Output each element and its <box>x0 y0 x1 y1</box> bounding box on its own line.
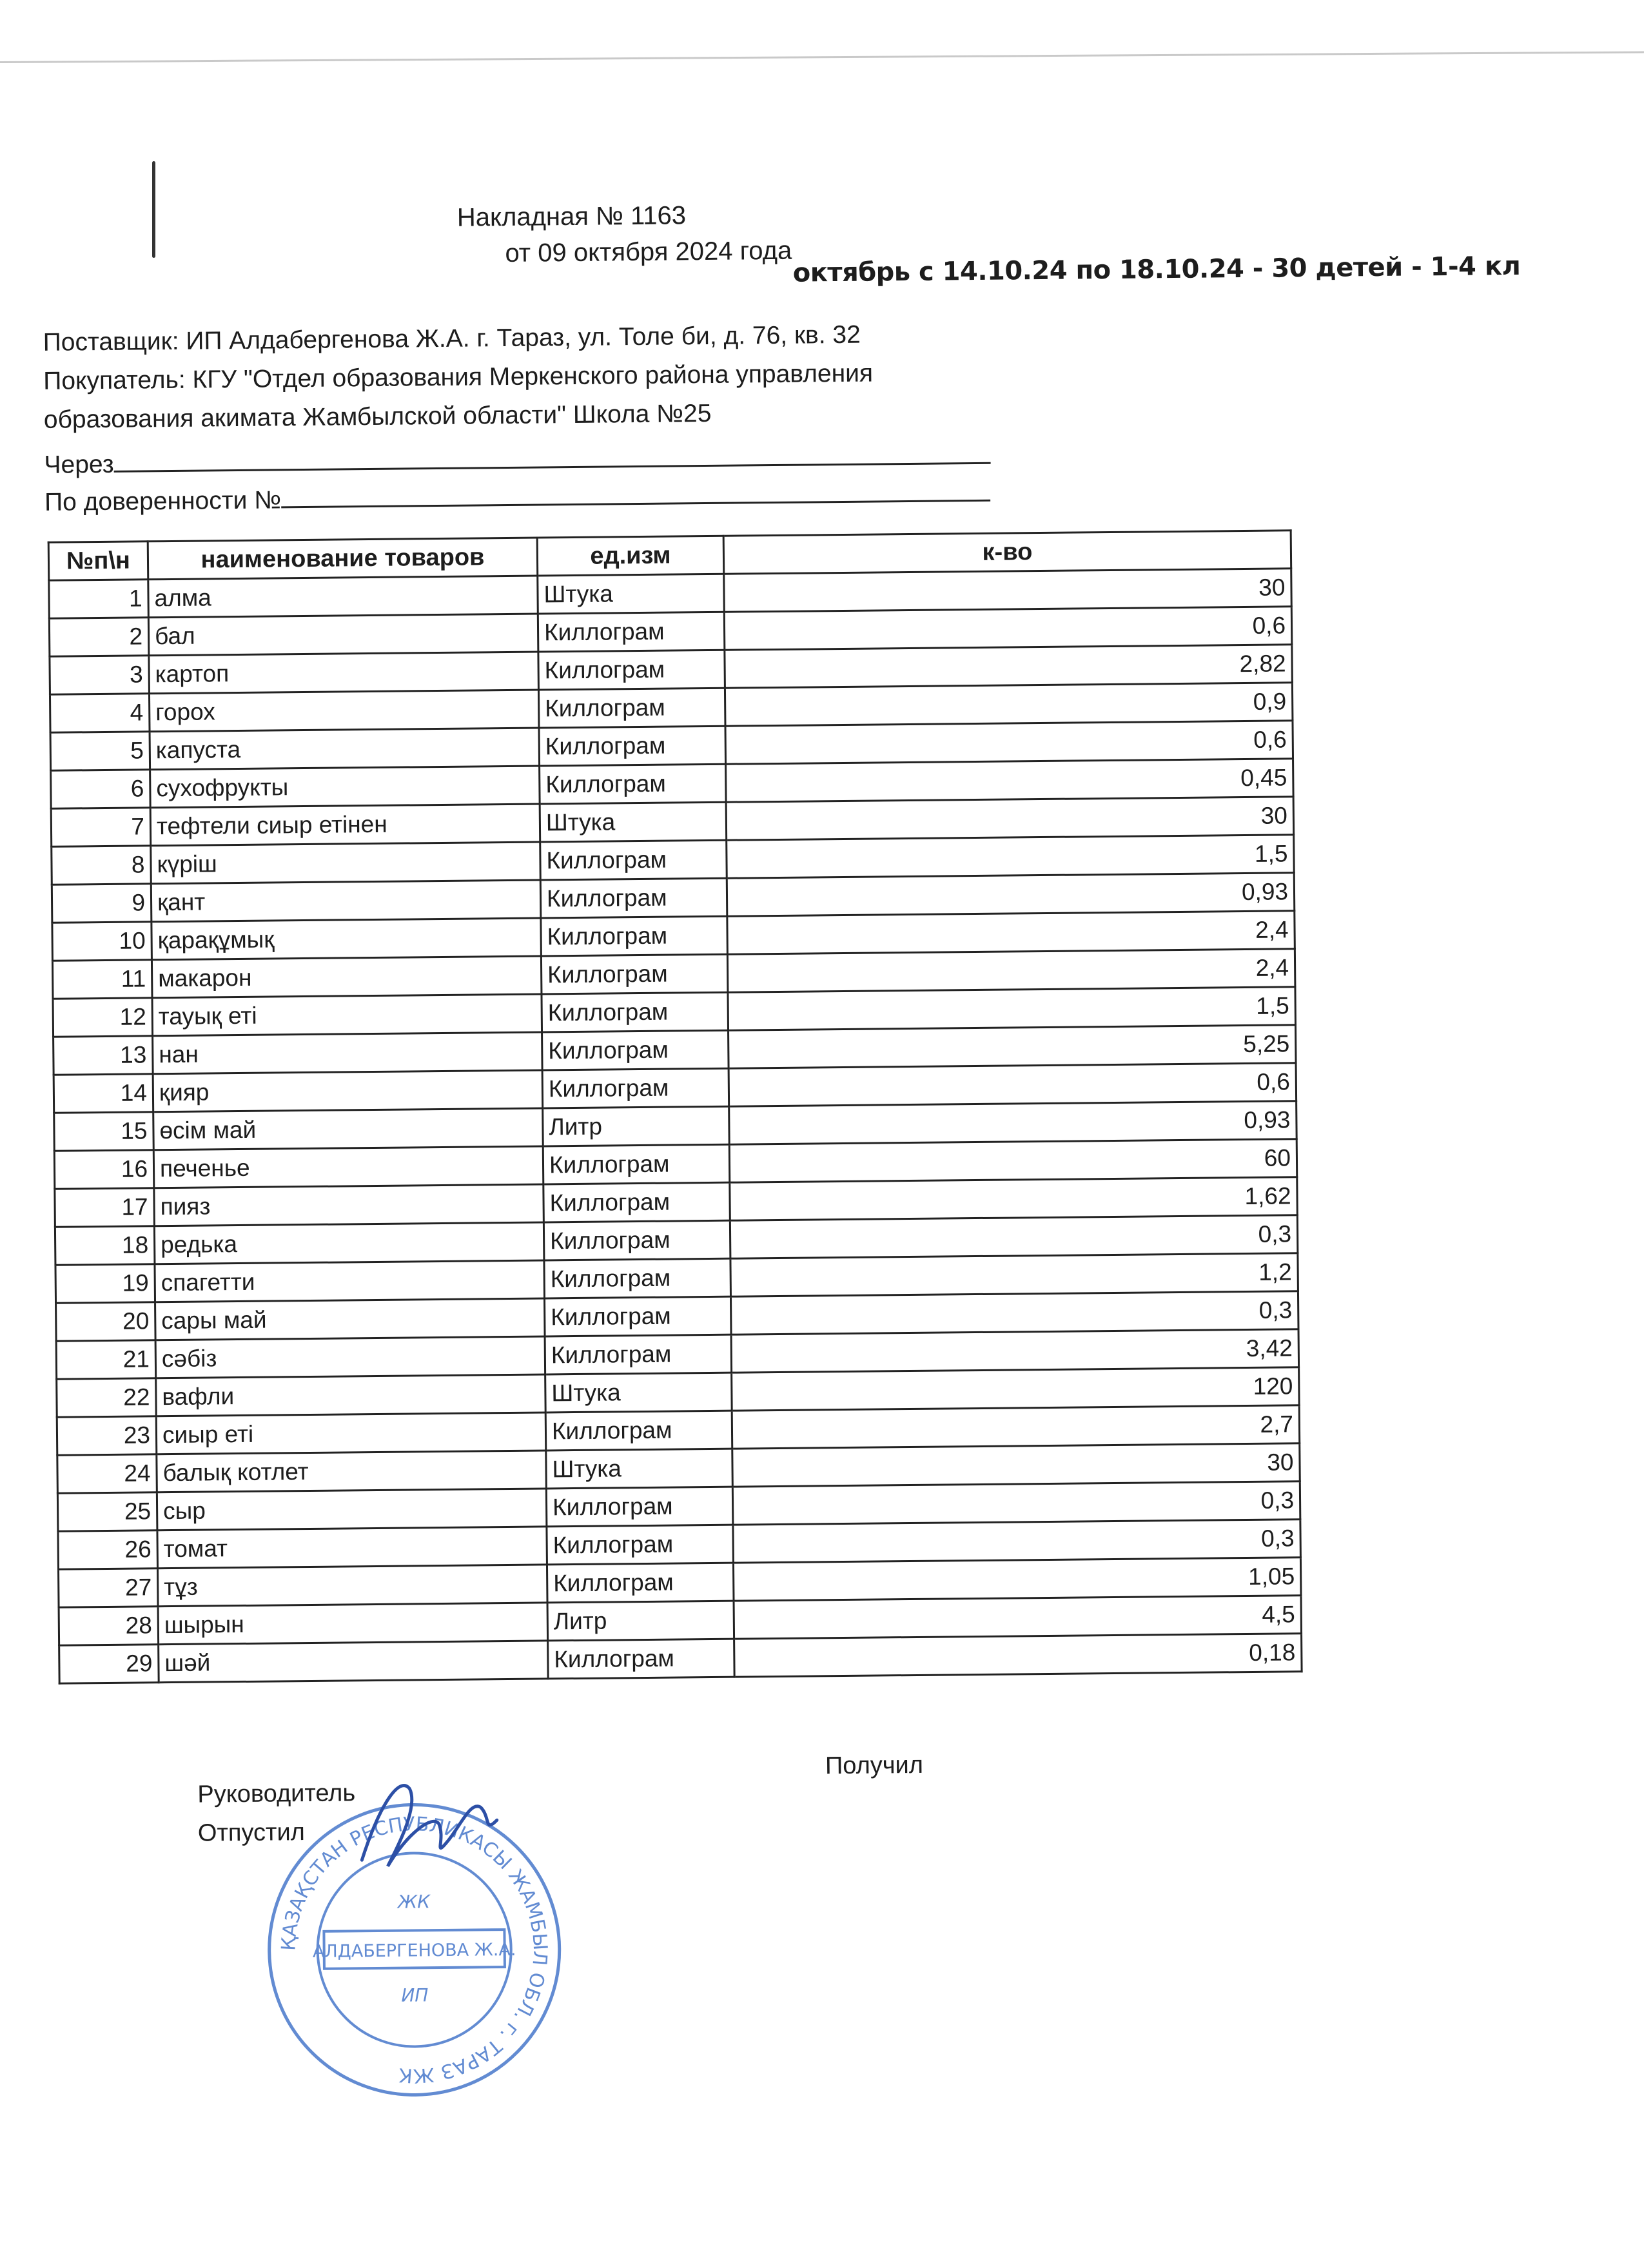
row-unit: Киллограм <box>541 954 728 994</box>
row-quantity: 30 <box>726 797 1294 840</box>
row-unit: Киллограм <box>542 1030 729 1070</box>
row-number: 17 <box>55 1188 155 1227</box>
row-item-name: қияр <box>153 1070 543 1112</box>
buyer-line-2: образования акимата Жамбылской области" Школа №25 <box>43 399 712 434</box>
row-unit: Киллограм <box>540 764 727 804</box>
row-item-name: печенье <box>153 1146 543 1188</box>
row-quantity: 3,42 <box>731 1329 1299 1373</box>
row-item-name: сәбіз <box>155 1336 545 1378</box>
row-number: 12 <box>53 998 153 1037</box>
invoice-date: от 09 октября 2024 года <box>505 236 792 268</box>
row-item-name: тауық еті <box>152 994 542 1036</box>
row-unit: Киллограм <box>545 1411 732 1451</box>
row-item-name: сиыр еті <box>156 1413 546 1454</box>
row-quantity: 0,6 <box>725 721 1293 764</box>
row-number: 8 <box>52 846 152 885</box>
row-item-name: макарон <box>152 956 542 998</box>
header-unit: ед.изм <box>537 536 724 576</box>
row-item-name: қарақұмық <box>152 918 542 960</box>
row-item-name: сары май <box>155 1298 545 1340</box>
row-number: 24 <box>57 1454 157 1493</box>
manager-label: Руководитель <box>197 1779 356 1808</box>
buyer-line-1: Покупатель: КГУ "Отдел образования Меркенского района управления <box>43 359 874 395</box>
stamp-bottom-text: ИП <box>401 1984 429 2006</box>
row-quantity: 0,3 <box>730 1215 1298 1258</box>
invoice-period: октябрь с 14.10.24 по 18.10.24 - 30 детей - 1-4 кл <box>792 251 1521 288</box>
row-quantity: 1,2 <box>730 1253 1298 1296</box>
row-item-name: томат <box>157 1527 547 1569</box>
items-table <box>48 529 1303 1684</box>
row-quantity: 0,93 <box>727 873 1295 916</box>
row-unit: Киллограм <box>538 612 725 652</box>
row-number: 9 <box>52 884 152 923</box>
row-number: 13 <box>54 1036 153 1075</box>
row-unit: Киллограм <box>542 1068 729 1108</box>
row-unit: Киллограм <box>547 1525 734 1565</box>
row-quantity: 4,5 <box>734 1596 1302 1639</box>
row-unit: Штука <box>545 1373 732 1413</box>
row-unit: Киллограм <box>542 992 729 1032</box>
row-item-name: өсім май <box>153 1108 543 1150</box>
received-label: Получил <box>825 1751 924 1780</box>
row-number: 14 <box>54 1074 153 1113</box>
row-unit: Киллограм <box>545 1334 732 1374</box>
row-quantity: 30 <box>732 1443 1300 1487</box>
row-quantity: 0,9 <box>725 683 1293 726</box>
row-quantity: 1,62 <box>730 1177 1298 1220</box>
row-unit: Киллограм <box>543 1182 730 1222</box>
row-number: 29 <box>59 1645 159 1683</box>
row-unit: Киллограм <box>547 1563 734 1603</box>
row-unit: Литр <box>543 1106 730 1146</box>
via-underline <box>113 443 990 473</box>
row-item-name: нан <box>153 1032 543 1074</box>
row-number: 11 <box>52 960 152 999</box>
row-unit: Киллограм <box>548 1639 735 1679</box>
row-unit: Штука <box>546 1449 733 1489</box>
row-unit: Киллограм <box>538 688 725 728</box>
row-number: 26 <box>58 1530 158 1569</box>
row-number: 7 <box>51 808 151 846</box>
row-quantity: 0,93 <box>729 1101 1297 1144</box>
row-item-name: горох <box>149 690 539 732</box>
row-number: 3 <box>50 656 150 694</box>
header-qty: к-во <box>723 531 1291 574</box>
row-number: 16 <box>54 1150 154 1189</box>
proxy-label: По доверенности № <box>44 486 282 516</box>
row-item-name: тұз <box>157 1565 547 1607</box>
row-item-name: тефтели сиыр етінен <box>150 804 540 846</box>
row-quantity: 0,3 <box>730 1291 1298 1334</box>
row-quantity: 2,82 <box>725 645 1293 688</box>
row-item-name: редька <box>154 1222 544 1264</box>
row-item-name: күріш <box>151 842 541 884</box>
row-item-name: спагетти <box>155 1260 545 1302</box>
row-number: 1 <box>49 580 149 618</box>
row-quantity: 1,5 <box>727 835 1295 878</box>
row-number: 15 <box>54 1112 154 1151</box>
row-unit: Киллограм <box>545 1296 732 1336</box>
row-item-name: шырын <box>158 1603 548 1645</box>
row-item-name: вафли <box>156 1374 546 1416</box>
row-unit: Штука <box>538 574 725 614</box>
row-number: 19 <box>55 1264 155 1303</box>
via-field <box>44 442 990 480</box>
row-item-name: шәй <box>159 1641 549 1683</box>
row-number: 6 <box>51 770 151 808</box>
row-quantity: 0,3 <box>732 1481 1300 1525</box>
row-quantity: 0,6 <box>724 607 1292 650</box>
row-unit: Киллограм <box>546 1487 733 1527</box>
row-unit: Киллограм <box>540 878 727 918</box>
row-item-name: пияз <box>154 1184 544 1226</box>
row-number: 2 <box>49 618 149 656</box>
proxy-field <box>44 480 990 517</box>
row-unit: Киллограм <box>541 916 728 956</box>
proxy-underline <box>281 480 990 509</box>
row-number: 25 <box>57 1492 157 1531</box>
signature <box>342 1762 511 1892</box>
row-number: 5 <box>50 732 150 770</box>
row-unit: Киллограм <box>538 650 725 690</box>
row-number: 27 <box>59 1569 159 1607</box>
row-unit: Штука <box>540 802 727 842</box>
row-number: 23 <box>57 1416 157 1455</box>
row-unit: Киллограм <box>539 726 726 766</box>
row-quantity: 2,4 <box>727 911 1295 954</box>
row-quantity: 0,3 <box>733 1520 1301 1563</box>
row-number: 22 <box>57 1378 157 1417</box>
row-quantity: 2,4 <box>727 949 1295 992</box>
row-unit: Литр <box>547 1601 734 1641</box>
row-item-name: бал <box>148 614 538 656</box>
row-item-name: картоп <box>149 652 539 694</box>
row-quantity: 120 <box>732 1367 1300 1411</box>
row-number: 28 <box>59 1607 159 1645</box>
via-label: Через <box>44 450 114 479</box>
row-item-name: алма <box>148 576 538 618</box>
row-item-name: сыр <box>157 1489 547 1530</box>
row-unit: Киллограм <box>543 1144 730 1184</box>
row-quantity: 60 <box>729 1139 1297 1182</box>
row-quantity: 30 <box>724 569 1292 612</box>
released-label: Отпустил <box>197 1819 306 1847</box>
header-name: наименование товаров <box>148 538 538 580</box>
row-quantity: 1,5 <box>728 987 1296 1030</box>
stamp-top-text: ЖК <box>397 1891 431 1913</box>
row-number: 10 <box>52 922 152 961</box>
row-number: 18 <box>55 1226 155 1265</box>
invoice-title: Накладная № 1163 <box>456 201 687 232</box>
header-no: №п\н <box>48 542 148 580</box>
row-unit: Киллограм <box>543 1220 730 1260</box>
row-item-name: капуста <box>150 728 540 770</box>
row-item-name: қант <box>151 880 541 922</box>
row-item-name: сухофрукты <box>150 766 540 808</box>
row-quantity: 0,6 <box>729 1063 1297 1106</box>
row-unit: Киллограм <box>540 840 727 880</box>
row-quantity: 0,18 <box>734 1634 1302 1677</box>
row-quantity: 5,25 <box>729 1025 1297 1068</box>
table-body <box>49 569 1302 1683</box>
row-unit: Киллограм <box>544 1258 731 1298</box>
row-item-name: балық котлет <box>157 1451 547 1492</box>
row-quantity: 0,45 <box>726 759 1294 802</box>
stamp-name-text: АЛДАБЕРГЕНОВА Ж.А. <box>312 1939 516 1962</box>
supplier-line: Поставщик: ИП Алдабергенова Ж.А. г. Тараз, ул. Толе би, д. 76, кв. 32 <box>43 320 861 357</box>
row-number: 21 <box>56 1340 156 1379</box>
row-number: 4 <box>50 694 150 732</box>
stamp-ring-text: ҚАЗАҚСТАН РЕСПУБЛИКАСЫ ЖАМБЫЛ ОБЛ. г. ТАРАЗ ЖК <box>277 1813 552 2087</box>
row-quantity: 2,7 <box>732 1405 1300 1449</box>
row-quantity: 1,05 <box>733 1558 1301 1601</box>
row-number: 20 <box>56 1302 156 1341</box>
